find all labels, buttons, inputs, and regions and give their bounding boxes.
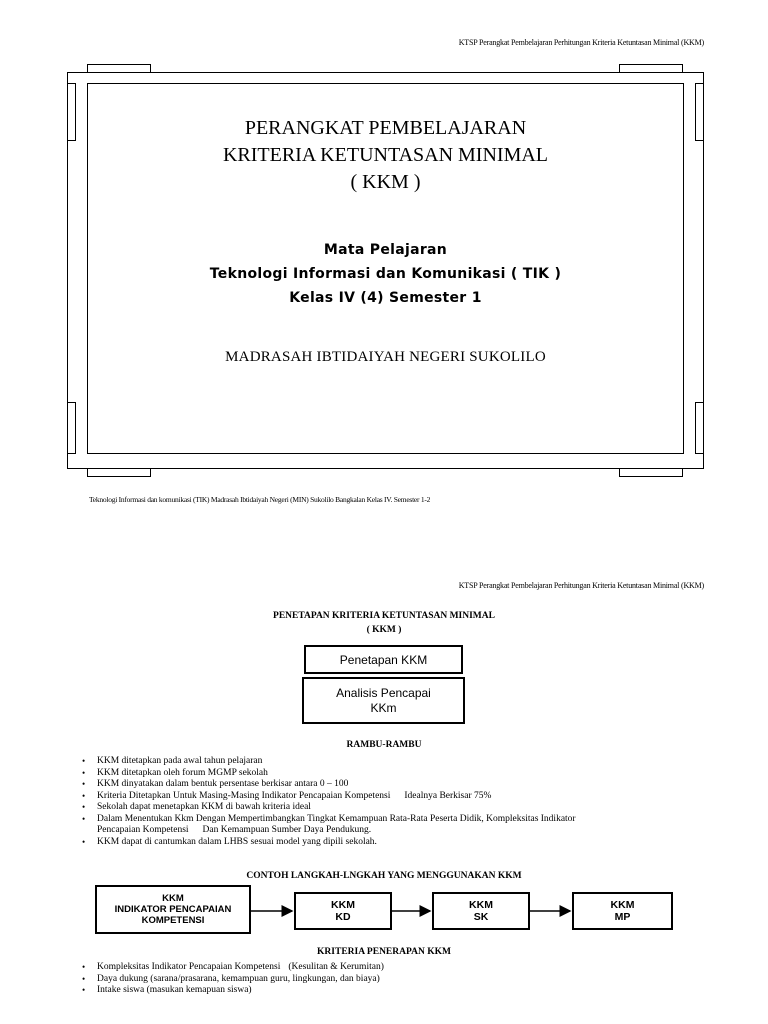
flow-box-indikator-line1: KKM <box>162 893 184 904</box>
list-item: • Daya dukung (sarana/prasarana, kemampuan guru, lingkungan, dan biaya) <box>82 974 702 986</box>
frame-tab-right-bottom <box>695 402 704 454</box>
kkm-title-line1: PENETAPAN KRITERIA KETUNTASAN MINIMAL <box>273 611 495 621</box>
school-name: MADRASAH IBTIDAIYAH NEGERI SUKOLILO <box>225 349 546 365</box>
flow-box-mp-line2: MP <box>614 911 631 923</box>
flow-box-mp <box>572 892 673 930</box>
frame-tab-left-bottom <box>67 402 76 454</box>
header-note: KTSP Perangkat Pembelajaran Perhitungan Kriteria Ketuntasan Minimal (KKM) <box>458 38 704 47</box>
frame-tab-bottom-left <box>87 468 151 477</box>
header-note-page2: KTSP Perangkat Pembelajaran Perhitungan Kriteria Ketuntasan Minimal (KKM) <box>458 581 704 590</box>
rambu-list <box>82 756 702 848</box>
flow-box-kd-line2: KD <box>335 911 351 923</box>
rambu-title: RAMBU-RAMBU <box>346 740 422 750</box>
flow-box-sk-line1: KKM <box>469 899 493 911</box>
flow-box-sk-line2: SK <box>473 911 489 923</box>
flow-box-indikator <box>95 885 251 934</box>
penetapan-kkm-label: Penetapan KKM <box>339 652 428 667</box>
list-item: • Intake siswa (masukan kemapuan siswa) <box>82 985 702 997</box>
cover-title-line1: PERANGKAT PEMBELAJARAN <box>244 117 527 139</box>
kriteria-title: KRITERIA PENERAPAN KKM <box>317 947 451 957</box>
analisis-label-line2: KKm <box>370 700 397 715</box>
list-item: • Sekolah dapat menetapkan KKM di bawah kriteria ideal <box>82 802 702 814</box>
cover-title-line2: KRITERIA KETUNTASAN MINIMAL <box>222 144 549 166</box>
list-item-text: Idealnya Berkisar 75% <box>404 790 492 801</box>
flow-box-kd-line1: KKM <box>331 899 355 911</box>
frame-tab-top-right <box>619 64 683 73</box>
list-item <box>82 962 702 974</box>
list-item-text: Dalam Menentukan Kkm Dengan Mempertimbangkan Tingkat Kemampuan Rata-Rata Peserta Didik, Kompleksitas Indikator <box>97 813 576 824</box>
flow-box-sk <box>432 892 530 930</box>
penetapan-kkm-box <box>304 645 463 674</box>
list-item <box>82 791 702 803</box>
list-item-text: Dan Kemampuan Sumber Daya Pendukung. <box>202 825 372 835</box>
list-item: • KKM ditetapkan pada awal tahun pelajaran <box>82 756 702 768</box>
flow-box-mp-line1: KKM <box>610 899 635 911</box>
list-item-text: Kompleksitas Indikator Pencapaian Kompetensi <box>97 962 281 972</box>
analisis-label-line1: Analisis Pencapai <box>336 685 431 700</box>
cover-title-line3: ( KKM ) <box>350 171 421 193</box>
list-item-text: (Kesulitan & Kerumitan) <box>288 962 384 972</box>
subject-label: Mata Pelajaran <box>323 242 448 258</box>
analisis-pencapai-box <box>302 677 465 724</box>
list-item: • KKM dinyatakan dalam bentuk persentase berkisar antara 0 – 100 <box>82 779 702 791</box>
class-info: Kelas IV (4) Semester 1 <box>289 290 482 306</box>
list-item-text: Pencapaian Kompetensi <box>97 825 189 835</box>
frame-tab-top-left <box>87 64 151 73</box>
frame-tab-bottom-right <box>619 468 683 477</box>
kriteria-list <box>82 962 702 997</box>
frame-tab-right-top <box>695 83 704 141</box>
list-item: • KKM dapat di cantumkan dalam LHBS sesuai model yang dipili sekolah. <box>82 837 702 849</box>
flow-box-indikator-line3: KOMPETENSI <box>141 915 205 926</box>
frame-tab-left-top <box>67 83 76 141</box>
kkm-title-line2: ( KKM ) <box>366 625 402 635</box>
contoh-title: CONTOH LANGKAH-LNGKAH YANG MENGGUNAKAN KKM <box>246 871 522 881</box>
list-item-text: Kriteria Ditetapkan Untuk Masing-Masing Indikator Pencapaian Kompetensi <box>97 790 391 801</box>
flow-box-kd <box>294 892 392 930</box>
page-footer: Teknologi Informasi dan komunikasi (TIK) Madrasah Ibtidaiyah Negeri (MIN) Sukolilo Bangkalan Kelas IV. Semester 1-2 <box>89 495 431 504</box>
list-item: • KKM ditetapkan oleh forum MGMP sekolah <box>82 768 702 780</box>
subject-name: Teknologi Informasi dan Komunikasi ( TIK ) <box>209 266 562 282</box>
flow-box-indikator-line2: INDIKATOR PENCAPAIAN <box>114 904 232 915</box>
list-item <box>82 814 702 837</box>
